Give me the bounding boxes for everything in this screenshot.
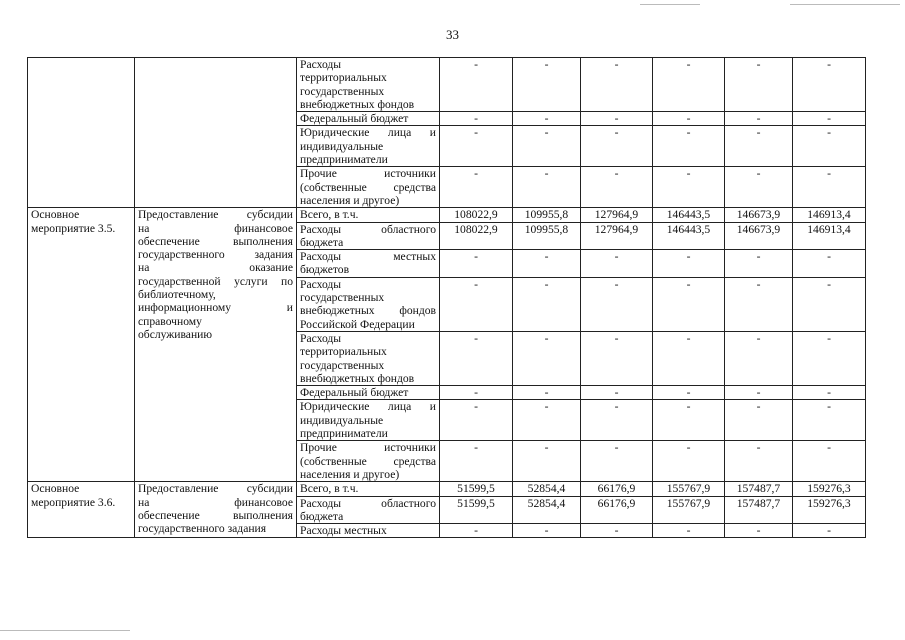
- amount-cell: 146443,5: [653, 222, 725, 250]
- amount-cell: -: [793, 400, 866, 441]
- amount-cell: 157487,7: [725, 482, 793, 496]
- page-number: 33: [446, 27, 459, 42]
- amount-cell: 155767,9: [653, 482, 725, 496]
- measure-description: Предоставление субсидии на финансовое обеспечение выполнения государственного задания: [135, 482, 297, 538]
- amount-cell: -: [725, 126, 793, 167]
- scan-artifact-line: [790, 4, 900, 5]
- amount-cell: 109955,8: [513, 222, 581, 250]
- scan-artifact-line: [0, 630, 130, 631]
- amount-cell: 157487,7: [725, 496, 793, 524]
- funding-source: Расходы территориальных государственных внебюджетных фондов: [297, 331, 440, 385]
- amount-cell: -: [513, 126, 581, 167]
- funding-source: Всего, в т.ч.: [297, 482, 440, 496]
- amount-cell: -: [581, 277, 653, 331]
- funding-source: Прочие источники (собственные средства населения и другое): [297, 167, 440, 208]
- amount-cell: -: [581, 441, 653, 482]
- amount-cell: -: [653, 126, 725, 167]
- amount-cell: -: [793, 524, 866, 538]
- amount-cell: -: [513, 441, 581, 482]
- amount-cell: -: [725, 441, 793, 482]
- amount-cell: -: [581, 167, 653, 208]
- measure-description: Предоставление субсидии на финансовое обеспечение выполнения государственного задания на оказание государственной услуги по библиотечному, информационному и справочному обслуживанию: [135, 208, 297, 482]
- amount-cell: -: [725, 386, 793, 400]
- funding-source: Расходы областного бюджета: [297, 496, 440, 524]
- amount-cell: -: [793, 112, 866, 126]
- amount-cell: -: [653, 250, 725, 278]
- amount-cell: 108022,9: [440, 208, 513, 222]
- amount-cell: -: [725, 277, 793, 331]
- amount-cell: -: [581, 524, 653, 538]
- amount-cell: -: [793, 386, 866, 400]
- amount-cell: -: [513, 250, 581, 278]
- amount-cell: -: [793, 331, 866, 385]
- amount-cell: -: [725, 400, 793, 441]
- funding-source: Прочие источники (собственные средства населения и другое): [297, 441, 440, 482]
- amount-cell: -: [440, 58, 513, 112]
- financing-table: [27, 57, 866, 538]
- amount-cell: -: [725, 331, 793, 385]
- amount-cell: -: [725, 250, 793, 278]
- funding-source: Расходы местных: [297, 524, 440, 538]
- funding-source: Расходы областного бюджета: [297, 222, 440, 250]
- amount-cell: -: [653, 331, 725, 385]
- amount-cell: 52854,4: [513, 482, 581, 496]
- amount-cell: 52854,4: [513, 496, 581, 524]
- funding-source: Расходы государственных внебюджетных фондов Российской Федерации: [297, 277, 440, 331]
- amount-cell: 159276,3: [793, 496, 866, 524]
- amount-cell: -: [440, 441, 513, 482]
- amount-cell: 127964,9: [581, 222, 653, 250]
- amount-cell: -: [440, 250, 513, 278]
- amount-cell: 66176,9: [581, 482, 653, 496]
- amount-cell: -: [581, 400, 653, 441]
- amount-cell: 146673,9: [725, 208, 793, 222]
- measure-label: [28, 58, 135, 208]
- amount-cell: -: [581, 331, 653, 385]
- amount-cell: -: [653, 277, 725, 331]
- amount-cell: -: [581, 126, 653, 167]
- amount-cell: 146913,4: [793, 222, 866, 250]
- amount-cell: -: [581, 58, 653, 112]
- amount-cell: -: [793, 126, 866, 167]
- amount-cell: -: [513, 386, 581, 400]
- amount-cell: 127964,9: [581, 208, 653, 222]
- funding-source: Федеральный бюджет: [297, 112, 440, 126]
- amount-cell: -: [513, 112, 581, 126]
- funding-source: Всего, в т.ч.: [297, 208, 440, 222]
- amount-cell: -: [440, 126, 513, 167]
- amount-cell: -: [581, 112, 653, 126]
- amount-cell: -: [653, 400, 725, 441]
- amount-cell: -: [653, 524, 725, 538]
- amount-cell: -: [653, 58, 725, 112]
- amount-cell: -: [440, 400, 513, 441]
- amount-cell: -: [513, 400, 581, 441]
- scan-artifact-line: [640, 4, 700, 5]
- amount-cell: -: [513, 331, 581, 385]
- amount-cell: 109955,8: [513, 208, 581, 222]
- amount-cell: -: [513, 277, 581, 331]
- amount-cell: -: [725, 58, 793, 112]
- amount-cell: 146913,4: [793, 208, 866, 222]
- measure-description: [135, 58, 297, 208]
- amount-cell: -: [653, 386, 725, 400]
- amount-cell: -: [440, 524, 513, 538]
- amount-cell: -: [725, 167, 793, 208]
- amount-cell: -: [725, 524, 793, 538]
- amount-cell: 155767,9: [653, 496, 725, 524]
- amount-cell: -: [793, 441, 866, 482]
- amount-cell: -: [581, 250, 653, 278]
- amount-cell: 146443,5: [653, 208, 725, 222]
- amount-cell: -: [513, 58, 581, 112]
- amount-cell: -: [793, 250, 866, 278]
- amount-cell: -: [653, 441, 725, 482]
- amount-cell: 159276,3: [793, 482, 866, 496]
- amount-cell: -: [581, 386, 653, 400]
- funding-source: Расходы местных бюджетов: [297, 250, 440, 278]
- amount-cell: -: [440, 277, 513, 331]
- amount-cell: -: [793, 167, 866, 208]
- amount-cell: -: [440, 386, 513, 400]
- table-row: [28, 208, 866, 222]
- amount-cell: -: [793, 277, 866, 331]
- measure-label: Основное мероприятие 3.5.: [28, 208, 135, 482]
- amount-cell: -: [440, 112, 513, 126]
- table-row: [28, 482, 866, 496]
- amount-cell: -: [653, 167, 725, 208]
- amount-cell: 51599,5: [440, 496, 513, 524]
- amount-cell: -: [440, 331, 513, 385]
- amount-cell: 66176,9: [581, 496, 653, 524]
- funding-source: Юридические лица и индивидуальные предприниматели: [297, 400, 440, 441]
- amount-cell: -: [793, 58, 866, 112]
- amount-cell: -: [725, 112, 793, 126]
- amount-cell: 146673,9: [725, 222, 793, 250]
- amount-cell: 51599,5: [440, 482, 513, 496]
- amount-cell: 108022,9: [440, 222, 513, 250]
- measure-label: Основное мероприятие 3.6.: [28, 482, 135, 538]
- amount-cell: -: [513, 524, 581, 538]
- amount-cell: -: [513, 167, 581, 208]
- table-row: [28, 58, 866, 112]
- funding-source: Федеральный бюджет: [297, 386, 440, 400]
- amount-cell: -: [440, 167, 513, 208]
- funding-source: Юридические лица и индивидуальные предприниматели: [297, 126, 440, 167]
- funding-source: Расходы территориальных государственных внебюджетных фондов: [297, 58, 440, 112]
- amount-cell: -: [653, 112, 725, 126]
